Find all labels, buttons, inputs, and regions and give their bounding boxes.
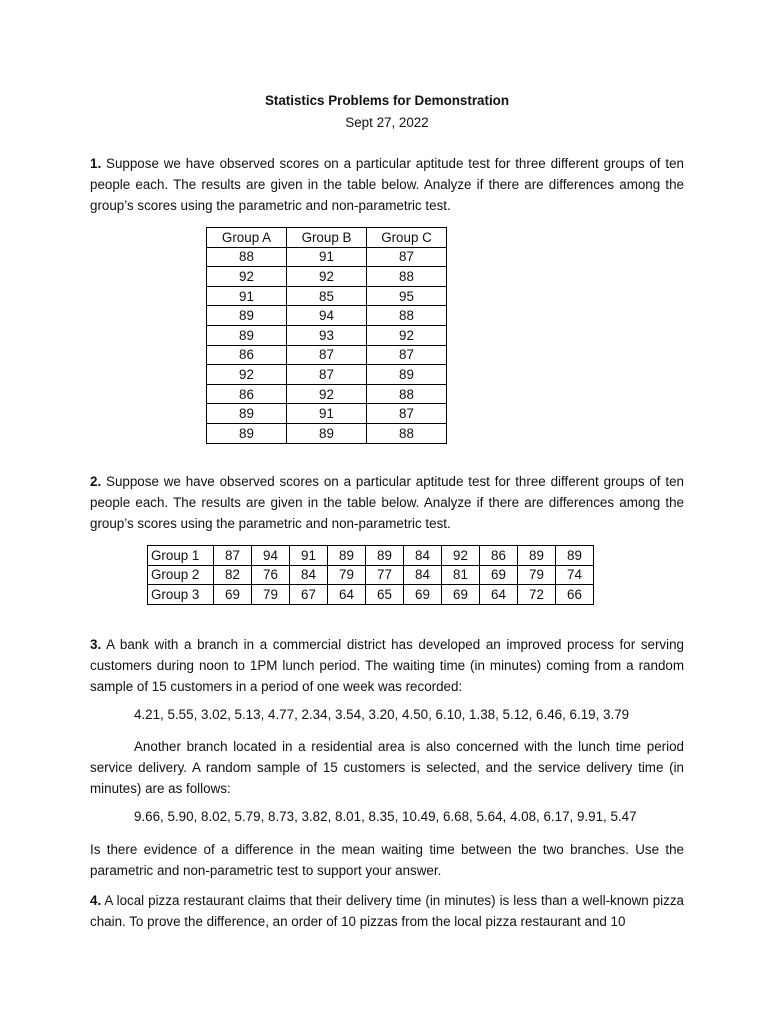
table-row xyxy=(207,267,447,287)
table-row xyxy=(207,325,447,345)
problem-number: 3. xyxy=(90,637,102,652)
table-cell: 86 xyxy=(207,345,287,365)
table-cell: 88 xyxy=(367,423,447,443)
waiting-times-commercial: 4.21, 5.55, 3.02, 5.13, 4.77, 2.34, 3.54, 3.20, 4.50, 6.10, 1.38, 5.12, 6.46, 6.19, 3.79 xyxy=(134,707,630,722)
table-cell: 92 xyxy=(207,267,287,287)
table-cell: 69 xyxy=(214,585,252,605)
table-cell: 92 xyxy=(442,546,480,566)
table-row xyxy=(207,247,447,267)
table-cell: 93 xyxy=(287,325,367,345)
table-cell: 67 xyxy=(290,585,328,605)
table-row xyxy=(207,345,447,365)
table-cell: 91 xyxy=(207,286,287,306)
problem-2 xyxy=(90,471,684,534)
row-header: Group 3 xyxy=(148,585,214,605)
table-cell: 81 xyxy=(442,565,480,585)
table-cell: 89 xyxy=(366,546,404,566)
table-cell: 79 xyxy=(518,565,556,585)
table-cell: 86 xyxy=(480,546,518,566)
table-cell: 69 xyxy=(404,585,442,605)
problem-4 xyxy=(90,890,684,932)
table-cell: 89 xyxy=(518,546,556,566)
table-cell: 94 xyxy=(287,306,367,326)
table-cell: 94 xyxy=(252,546,290,566)
table-cell: 84 xyxy=(290,565,328,585)
table-cell: 79 xyxy=(328,565,366,585)
problem-text: A bank with a branch in a commercial district has developed an improved process for serving customers during noon to 1PM lunch period. The waiting time (in minutes) coming from a random sample of 15 customers in a period of one week was recorded: xyxy=(90,637,684,694)
row-header: Group 2 xyxy=(148,565,214,585)
problem-text: Suppose we have observed scores on a particular aptitude test for three different groups of ten people each. The results are given in the table below. Analyze if there are differences among the group’s scores using the parametric and non-parametric test. xyxy=(90,156,684,213)
problem-number: 1. xyxy=(90,156,102,171)
table-row xyxy=(148,546,594,566)
table-cell: 72 xyxy=(518,585,556,605)
table-cell: 95 xyxy=(367,286,447,306)
group-scores-table-horizontal xyxy=(147,545,594,605)
problem-text: Suppose we have observed scores on a particular aptitude test for three different groups of ten people each. The results are given in the table below. Analyze if there are differences among the group’s scores using the parametric and non-parametric test. xyxy=(90,474,684,531)
table-cell: 88 xyxy=(367,267,447,287)
table-header-row xyxy=(207,228,447,248)
table-cell: 76 xyxy=(252,565,290,585)
table-cell: 66 xyxy=(556,585,594,605)
document-title: Statistics Problems for Demonstration xyxy=(264,93,510,108)
table-cell: 82 xyxy=(214,565,252,585)
table-cell: 64 xyxy=(480,585,518,605)
table-cell: 87 xyxy=(367,404,447,424)
table-cell: 89 xyxy=(367,365,447,385)
table-row xyxy=(148,585,594,605)
table-cell: 89 xyxy=(287,423,367,443)
table-cell: 64 xyxy=(328,585,366,605)
table-cell: 88 xyxy=(367,306,447,326)
table-cell: 89 xyxy=(207,325,287,345)
table-cell: 92 xyxy=(207,365,287,385)
table-cell: 69 xyxy=(442,585,480,605)
table-cell: 88 xyxy=(367,384,447,404)
row-header: Group 1 xyxy=(148,546,214,566)
table-cell: 69 xyxy=(480,565,518,585)
table-cell: 91 xyxy=(287,404,367,424)
table-cell: 84 xyxy=(404,565,442,585)
problem-3-continuation: Another branch located in a residential area is also concerned with the lunch time period service delivery. A random sample of 15 customers is selected, and the service delivery time (in minutes) are as follows: xyxy=(90,739,684,796)
table-cell: 92 xyxy=(287,267,367,287)
table-cell: 87 xyxy=(214,546,252,566)
table-cell: 91 xyxy=(290,546,328,566)
table-cell: 88 xyxy=(207,247,287,267)
table-row xyxy=(207,404,447,424)
problem-number: 4. xyxy=(90,893,102,908)
table-cell: 92 xyxy=(367,325,447,345)
column-header: Group A xyxy=(207,228,287,248)
problem-number: 2. xyxy=(90,474,102,489)
table-row xyxy=(207,384,447,404)
table-cell: 65 xyxy=(366,585,404,605)
table-cell: 87 xyxy=(367,345,447,365)
table-cell: 89 xyxy=(207,423,287,443)
column-header: Group C xyxy=(367,228,447,248)
table-cell: 84 xyxy=(404,546,442,566)
problem-text: A local pizza restaurant claims that their delivery time (in minutes) is less than a well-known pizza chain. To prove the difference, an order of 10 pizzas from the local pizza restaurant and 10 xyxy=(90,893,684,929)
table-cell: 87 xyxy=(367,247,447,267)
table-cell: 87 xyxy=(287,365,367,385)
table-cell: 77 xyxy=(366,565,404,585)
table-row xyxy=(207,365,447,385)
table-cell: 89 xyxy=(207,404,287,424)
problem-1 xyxy=(90,153,684,216)
document-date: Sept 27, 2022 xyxy=(345,115,429,130)
table-cell: 89 xyxy=(556,546,594,566)
column-header: Group B xyxy=(287,228,367,248)
table-row xyxy=(207,423,447,443)
problem-3-question: Is there evidence of a difference in the mean waiting time between the two branches. Use the parametric and non-parametric test to support your answer. xyxy=(90,842,684,878)
table-cell: 79 xyxy=(252,585,290,605)
table-cell: 86 xyxy=(207,384,287,404)
table-cell: 89 xyxy=(328,546,366,566)
table-cell: 89 xyxy=(207,306,287,326)
group-scores-table-vertical xyxy=(206,227,447,444)
waiting-times-residential: 9.66, 5.90, 8.02, 5.79, 8.73, 3.82, 8.01, 8.35, 10.49, 6.68, 5.64, 4.08, 6.17, 9.91, 5.47 xyxy=(134,809,637,824)
table-cell: 85 xyxy=(287,286,367,306)
table-cell: 91 xyxy=(287,247,367,267)
table-cell: 92 xyxy=(287,384,367,404)
table-cell: 74 xyxy=(556,565,594,585)
table-cell: 87 xyxy=(287,345,367,365)
table-row xyxy=(207,306,447,326)
table-row xyxy=(207,286,447,306)
problem-3 xyxy=(90,634,684,697)
table-row xyxy=(148,565,594,585)
